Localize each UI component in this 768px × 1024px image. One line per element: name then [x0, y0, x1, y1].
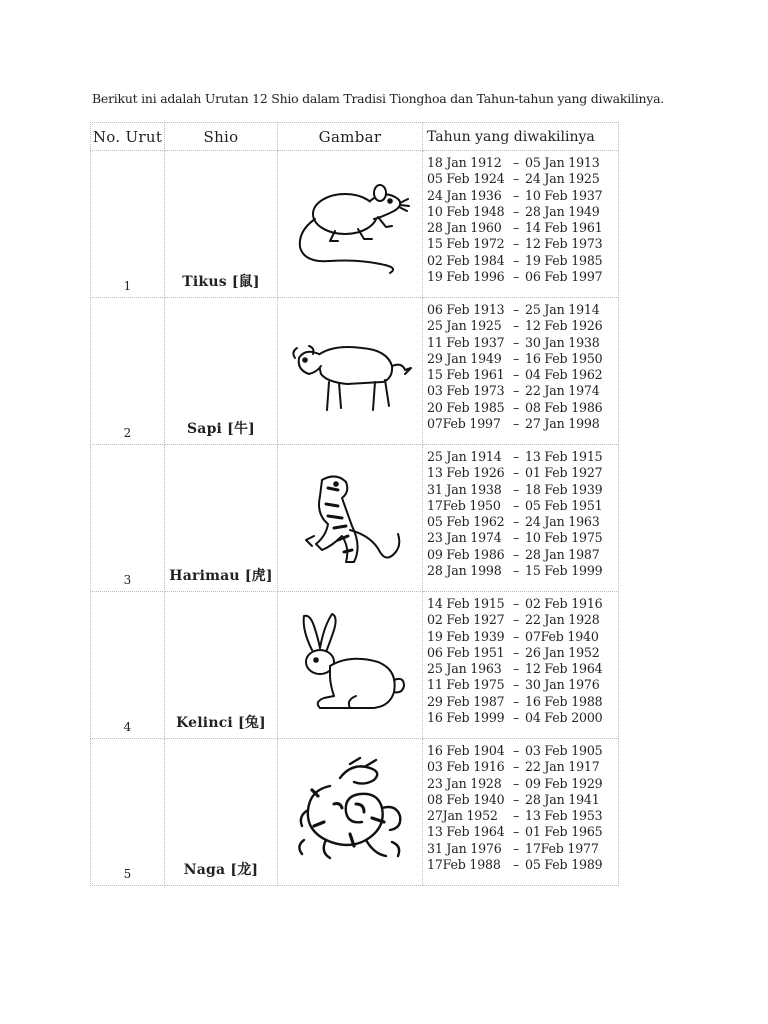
header-no-urut: No. Urut: [91, 123, 165, 151]
header-shio: Shio: [165, 123, 278, 151]
zodiac-table: [90, 122, 619, 886]
years-cell: [423, 592, 619, 739]
table-row: [91, 739, 619, 886]
year-range: 23 Jan 1928 – 09 Feb 1929: [427, 775, 603, 791]
years-cell: [423, 445, 619, 592]
year-range: 28 Jan 1960 – 14 Feb 1961: [427, 220, 603, 236]
row-number: 3: [91, 445, 165, 592]
row-number: 1: [91, 151, 165, 298]
header-gambar: Gambar: [278, 123, 423, 151]
year-range: 23 Jan 1974 – 10 Feb 1975: [427, 530, 603, 546]
year-range: 24 Jan 1936 – 10 Feb 1937: [427, 187, 603, 203]
rabbit-illustration: [278, 592, 423, 739]
table-row: [91, 592, 619, 739]
year-range: 10 Feb 1948 – 28 Jan 1949: [427, 203, 600, 219]
shio-name: Naga [龙]: [165, 739, 278, 886]
row-number: 2: [91, 298, 165, 445]
year-range: 19 Feb 1939 – 07Feb 1940: [427, 628, 599, 644]
row-number: 4: [91, 592, 165, 739]
years-cell: [423, 739, 619, 886]
year-range: 02 Feb 1984 – 19 Feb 1985: [427, 252, 603, 268]
years-cell: [423, 151, 619, 298]
year-range: 17Feb 1988 – 05 Feb 1989: [427, 857, 603, 873]
table-row: [91, 445, 619, 592]
year-range: 18 Jan 1912 – 05 Jan 1913: [427, 155, 600, 170]
tiger-illustration: [278, 445, 423, 592]
rat-illustration: [278, 151, 423, 298]
shio-name: Kelinci [兔]: [165, 592, 278, 739]
year-range: 15 Feb 1972 – 12 Feb 1973: [427, 236, 603, 252]
year-range: 16 Feb 1904 – 03 Feb 1905: [427, 743, 603, 758]
year-range: 20 Feb 1985 – 08 Feb 1986: [427, 399, 603, 415]
year-range: 31 Jan 1976 – 17Feb 1977: [427, 840, 599, 856]
year-range: 29 Jan 1949 – 16 Feb 1950: [427, 350, 603, 366]
shio-name: Sapi [牛]: [165, 298, 278, 445]
table-row: [91, 151, 619, 298]
year-range: 03 Feb 1916 – 22 Jan 1917: [427, 759, 600, 775]
year-range: 06 Feb 1951 – 26 Jan 1952: [427, 644, 600, 660]
year-range: 25 Jan 1925 – 12 Feb 1926: [427, 318, 603, 334]
row-number: 5: [91, 739, 165, 886]
header-tahun: Tahun yang diwakilinya: [423, 123, 619, 151]
year-range: 09 Feb 1986 – 28 Jan 1987: [427, 546, 600, 562]
year-range: 05 Feb 1962 – 24 Jan 1963: [427, 514, 600, 530]
shio-name: Tikus [鼠]: [165, 151, 278, 298]
year-range: 27Jan 1952 – 13 Feb 1953: [427, 808, 603, 824]
year-range: 25 Jan 1914 – 13 Feb 1915: [427, 449, 603, 464]
year-range: 25 Jan 1963 – 12 Feb 1964: [427, 661, 603, 677]
year-range: 15 Feb 1961 – 04 Feb 1962: [427, 367, 603, 383]
year-range: 06 Feb 1913 – 25 Jan 1914: [427, 302, 600, 317]
table-header-row: [91, 123, 619, 151]
year-range: 11 Feb 1937 – 30 Jan 1938: [427, 334, 600, 350]
year-range: 07Feb 1997 – 27 Jan 1998: [427, 416, 600, 432]
intro-text: Berikut ini adalah Urutan 12 Shio dalam Tradisi Tionghoa dan Tahun-tahun yang diwakilinya.: [92, 91, 664, 106]
year-range: 11 Feb 1975 – 30 Jan 1976: [427, 677, 600, 693]
table-row: [91, 298, 619, 445]
year-range: 13 Feb 1926 – 01 Feb 1927: [427, 465, 603, 481]
year-range: 31 Jan 1938 – 18 Feb 1939: [427, 481, 603, 497]
shio-name: Harimau [虎]: [165, 445, 278, 592]
year-range: 19 Feb 1996 – 06 Feb 1997: [427, 269, 603, 285]
year-range: 28 Jan 1998 – 15 Feb 1999: [427, 563, 603, 579]
year-range: 16 Feb 1999 – 04 Feb 2000: [427, 710, 603, 726]
year-range: 14 Feb 1915 – 02 Feb 1916: [427, 596, 603, 611]
ox-illustration: [278, 298, 423, 445]
year-range: 17Feb 1950 – 05 Feb 1951: [427, 497, 603, 513]
year-range: 13 Feb 1964 – 01 Feb 1965: [427, 824, 603, 840]
year-range: 05 Feb 1924 – 24 Jan 1925: [427, 171, 600, 187]
dragon-illustration: [278, 739, 423, 886]
year-range: 02 Feb 1927 – 22 Jan 1928: [427, 612, 600, 628]
year-range: 08 Feb 1940 – 28 Jan 1941: [427, 791, 600, 807]
year-range: 03 Feb 1973 – 22 Jan 1974: [427, 383, 600, 399]
years-cell: [423, 298, 619, 445]
year-range: 29 Feb 1987 – 16 Feb 1988: [427, 693, 603, 709]
